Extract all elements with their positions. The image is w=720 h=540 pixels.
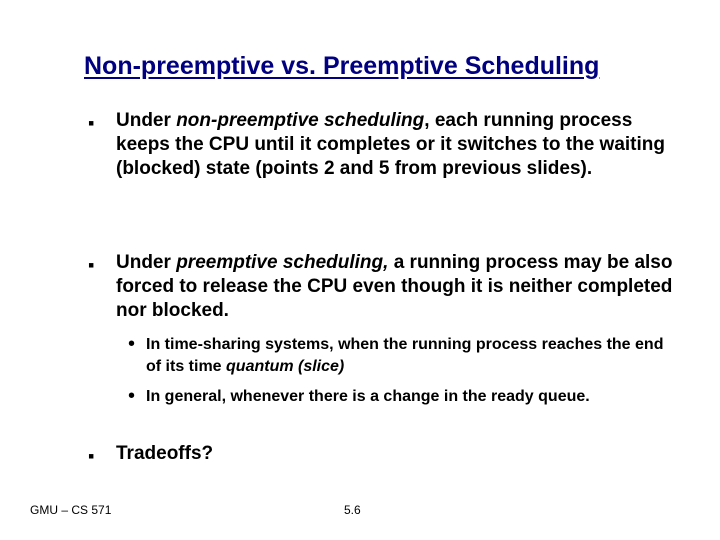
bullet-1-pre: Under [116,110,177,131]
bullet-2-post: a running process may be also forced to release the CPU even though it is neither completed nor blocked. [116,252,673,321]
sub-bullet-1-pre: In time-sharing systems, when the running process reaches the end of its time [146,336,664,375]
bullet-text-2 [116,251,676,323]
slide-title: Non-preemptive vs. Preemptive Scheduling [84,52,600,80]
footer-course-label: GMU – CS 571 [30,503,112,517]
square-bullet-icon: ▪ [88,113,95,133]
round-bullet-icon: • [128,333,136,355]
bullet-1-post: , each running process keeps the CPU until it completes or it switches to the waiting (blocked) state (points 2 and 5 from previous slides). [116,110,665,179]
bullet-3-text: Tradeoffs? [116,443,214,464]
bullet-text-1 [116,109,676,181]
bullet-text-3 [116,442,676,466]
square-bullet-icon: ▪ [88,446,95,466]
bullet-2-emphasis: preemptive scheduling, [176,252,389,273]
footer-slide-number: 5.6 [344,503,361,517]
bullet-1-emphasis: non-preemptive scheduling [176,110,425,131]
sub-bullet-2-pre: In general, whenever there is a change in the ready queue. [146,388,590,405]
bullet-2-pre: Under [116,252,177,273]
sub-bullet-1-emphasis: quantum (slice) [226,358,345,375]
round-bullet-icon: • [128,385,136,407]
sub-bullet-text-1 [146,334,666,378]
square-bullet-icon: ▪ [88,255,95,275]
sub-bullet-text-2 [146,386,666,408]
